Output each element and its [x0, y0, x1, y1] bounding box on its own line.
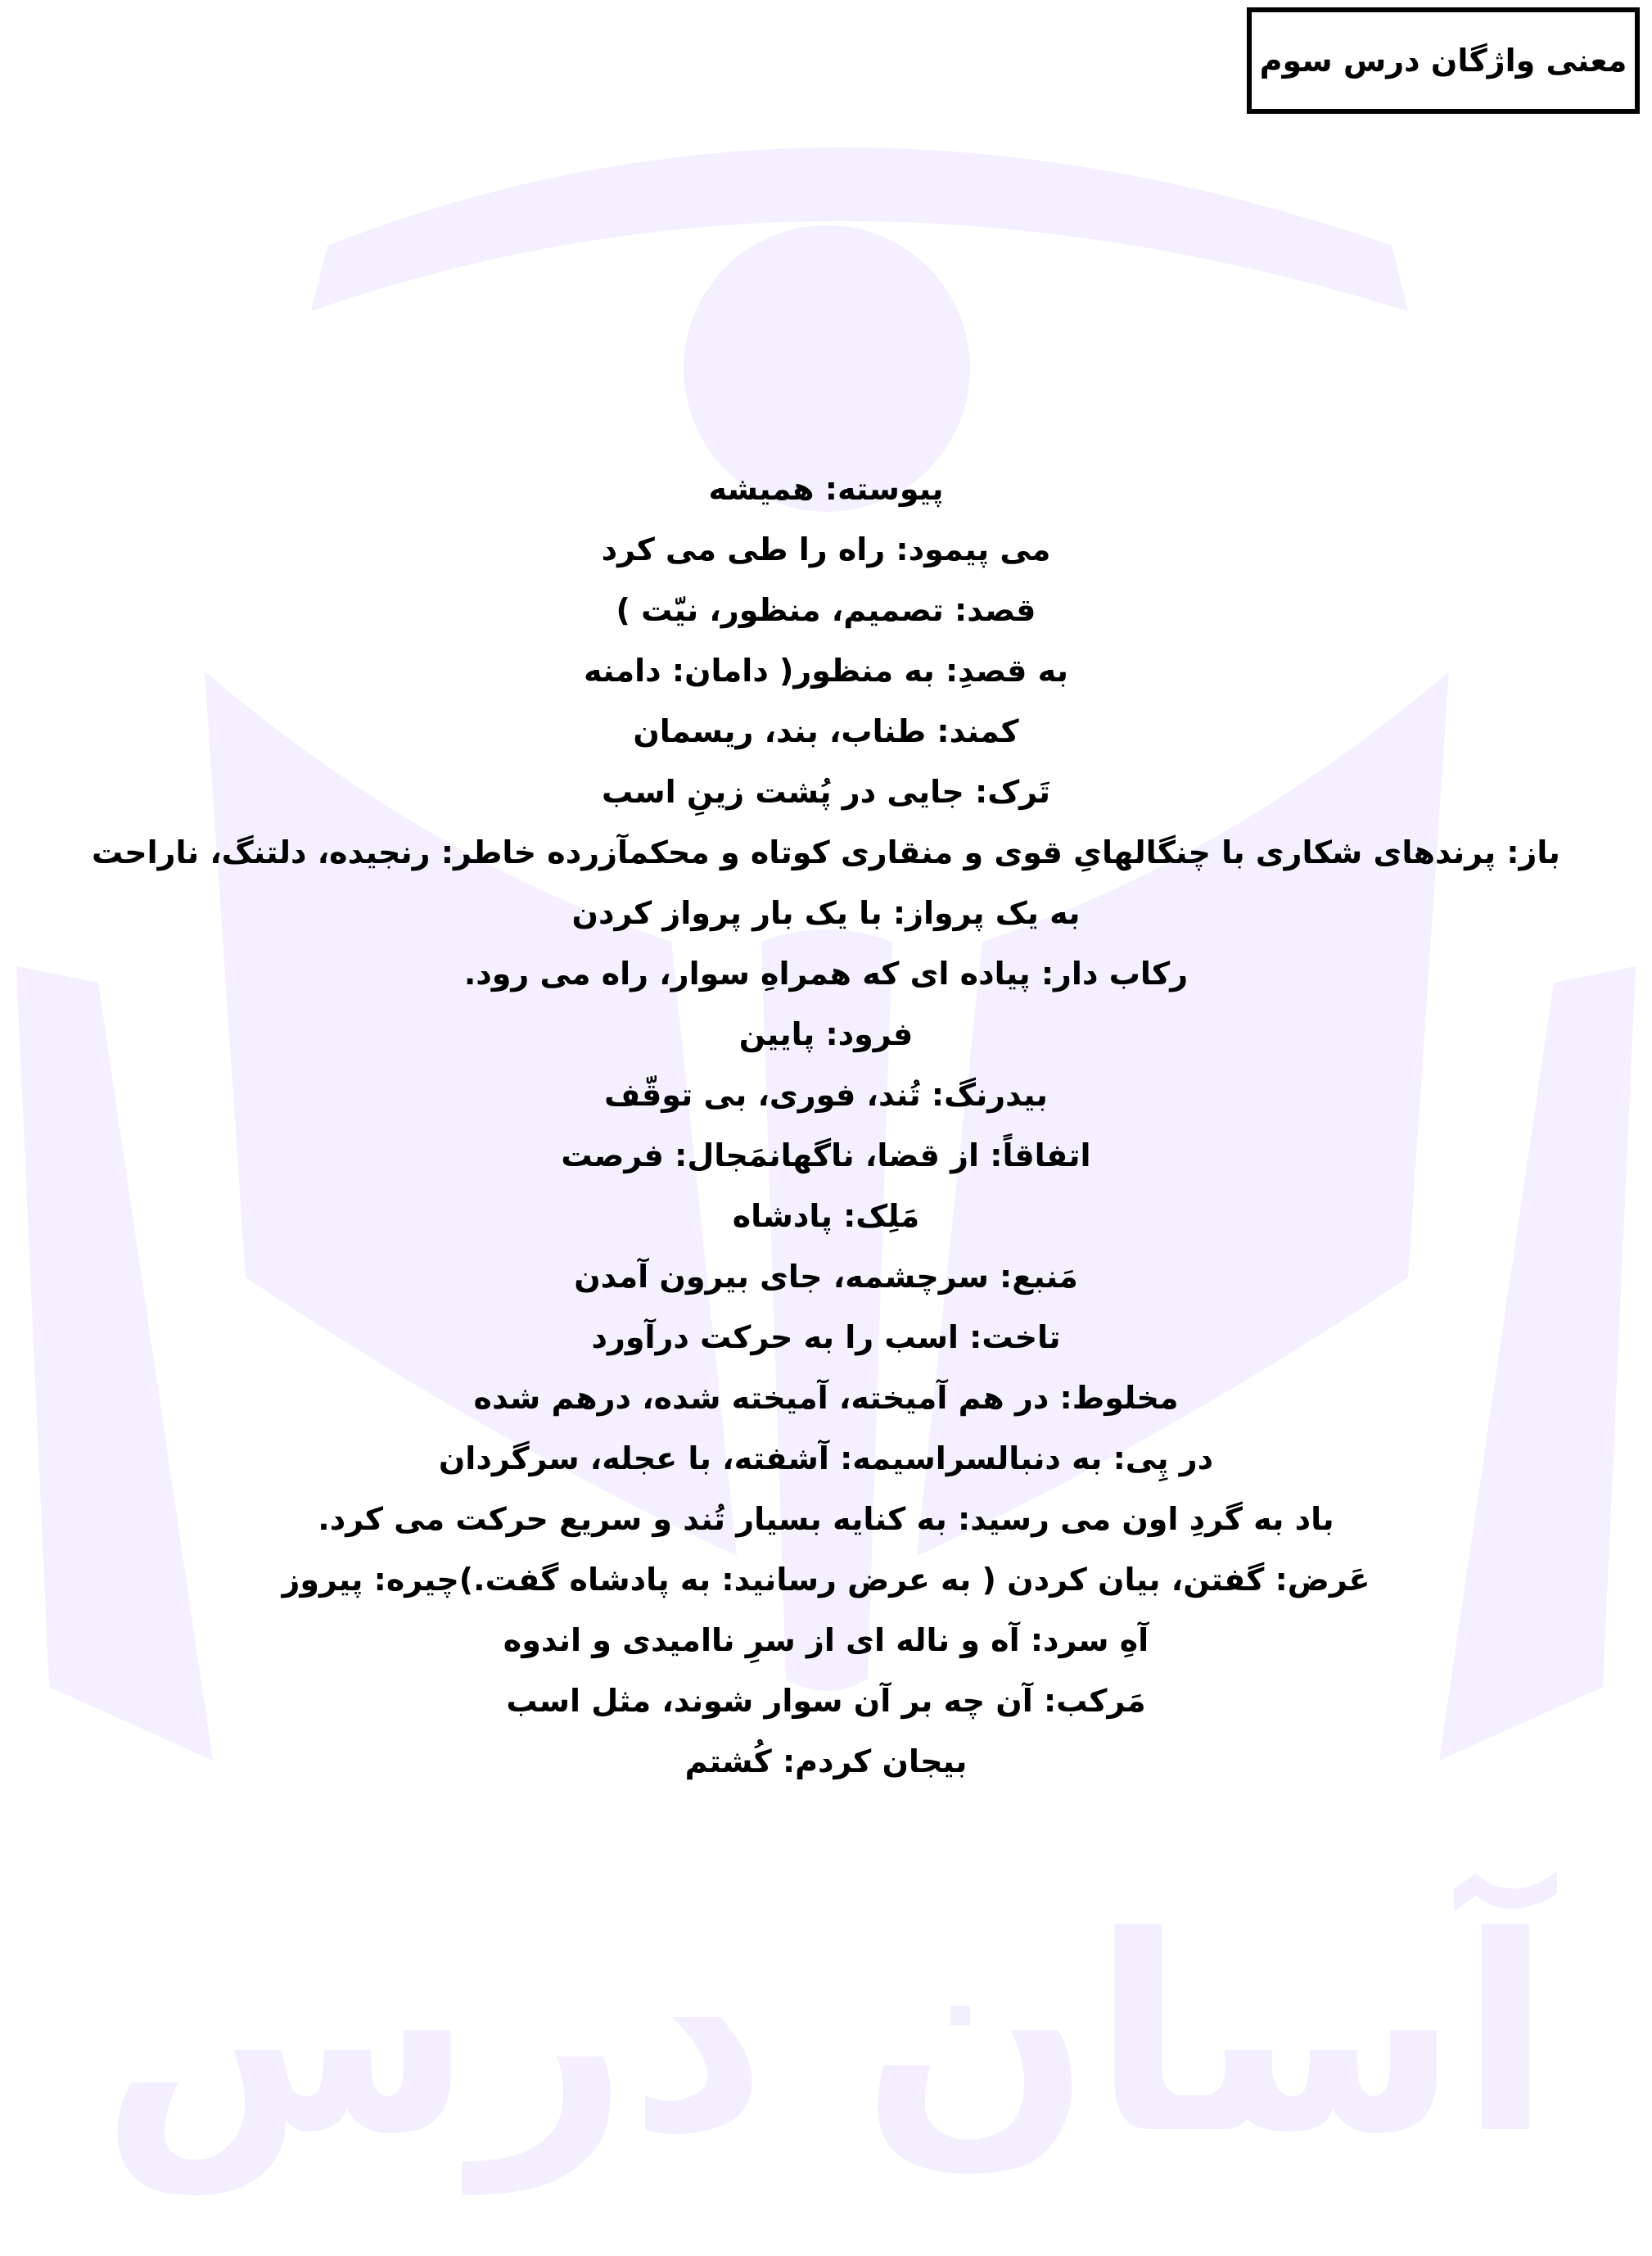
- vocab-line: رکاب دار: پیاده ای که همراهِ سوار، راه می رود.: [463, 956, 1189, 992]
- vocab-line: پیوسته: همیشه: [708, 471, 944, 507]
- vocab-line: می پیمود: راه را طی می کرد: [601, 531, 1051, 567]
- vocab-line: مَلِک: پادشاه: [732, 1198, 920, 1234]
- vocab-line: مخلوط: در هم آمیخته، آمیخته شده، درهم شده: [473, 1380, 1179, 1416]
- vocab-line: اتفاقاً: از قضا، ناگهانمَجال: فرصت: [561, 1137, 1091, 1173]
- vocab-line: تاخت: اسب را به حرکت درآورد: [591, 1319, 1061, 1355]
- vocab-line: آهِ سرد: آه و ناله ای از سرِ ناامیدی و اندوه: [503, 1622, 1149, 1658]
- vocab-line: بیجان کردم: کُشتم: [684, 1743, 968, 1779]
- vocab-line: باد به گردِ اون می رسید: به کنایه بسیار تُند و سریع حرکت می کرد.: [318, 1501, 1334, 1537]
- vocab-line: عَرض: گفتن، بیان کردن ( به عرض رسانید: به پادشاه گفت.)چیره: پیروز: [282, 1562, 1370, 1598]
- vocab-line: به قصدِ: به منظور( دامان: دامنه: [584, 653, 1068, 689]
- vocab-line: بیدرنگ: تُند، فوری، بی توقّف: [604, 1077, 1048, 1113]
- vocab-line: فرود: پایین: [738, 1016, 914, 1052]
- vocabulary-list: [74, 459, 1578, 1792]
- vocab-line: باز: پرندهای شکاری با چنگالهایِ قوی و منقاری کوتاه و محکمآزرده خاطر: رنجیده، دلتنگ، ناراحت: [92, 834, 1560, 870]
- vocab-line: تَرک: جایی در پُشت زینِ اسب: [601, 774, 1051, 810]
- page-title: معنی واژگان درس سوم: [1259, 43, 1627, 79]
- vocab-line: قصد: تصمیم، منظور، نیّت ): [616, 592, 1036, 628]
- watermark-text: آسان درس: [100, 1878, 1552, 2193]
- title-box: [1247, 7, 1640, 114]
- vocab-line: مَرکب: آن چه بر آن سوار شوند، مثل اسب: [506, 1683, 1146, 1719]
- vocab-line: به یک پرواز: با یک بار پرواز کردن: [571, 895, 1081, 931]
- vocab-line: در پِی: به دنبالسراسیمه: آشفته، با عجله، سرگردان: [438, 1440, 1214, 1476]
- vocab-line: کمند: طناب، بند، ریسمان: [633, 713, 1019, 749]
- vocab-line: مَنبع: سرچشمه، جای بیرون آمدن: [574, 1259, 1078, 1295]
